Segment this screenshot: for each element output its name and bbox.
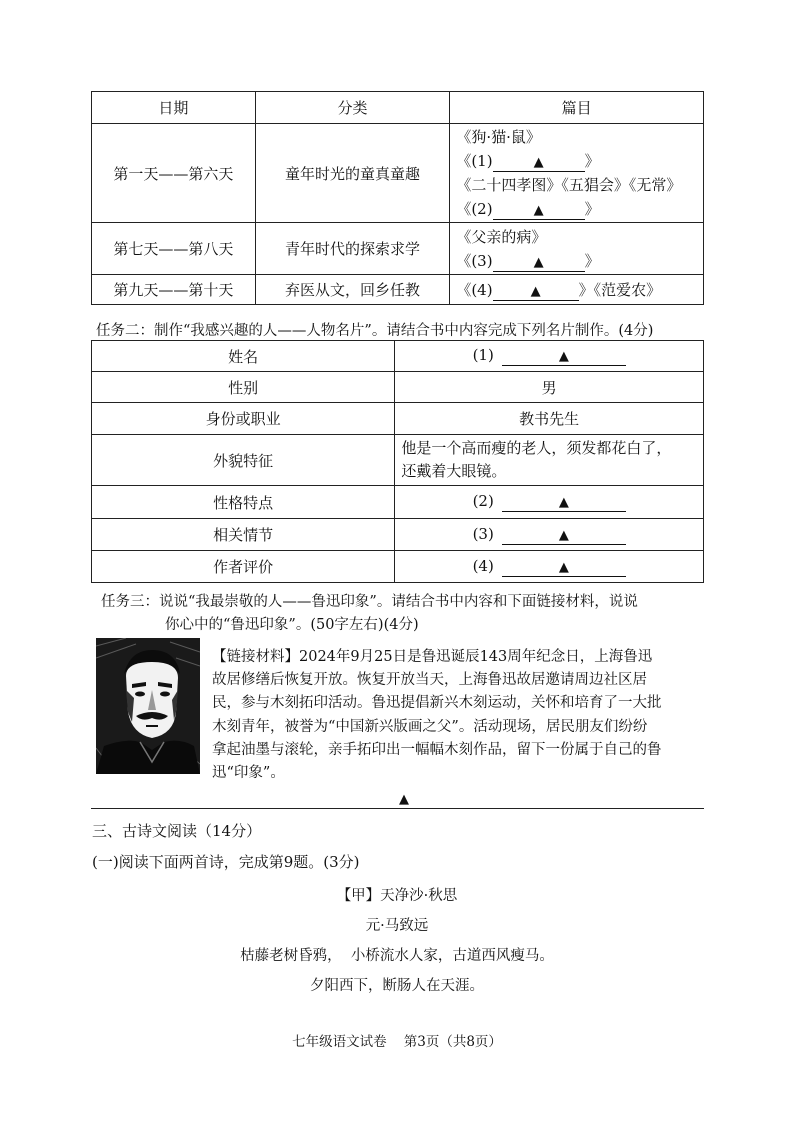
task2-heading: 任务二：制作“我感兴趣的人——人物名片”。请结合书中内容完成下列名片制作。(4分) [96,323,654,339]
blank-4[interactable] [493,282,579,301]
section3-subheading: (一)阅读下面两首诗，完成第9题。(3分) [92,853,360,871]
title-father-illness: 《父亲的病》 [456,227,547,246]
triangle-mark: ▲ [533,155,544,170]
row1-category: 童年时光的童真童趣 [255,124,450,223]
title-24-filial: 《二十四孝图》《五猖会》《无常》 [456,176,682,194]
value-name [395,341,704,372]
header-titles: 篇目 [450,92,704,124]
value-plot [395,519,704,551]
blank-3-line [456,249,703,273]
character-card-table [91,340,704,583]
value-evaluation [395,551,704,583]
poem-title: 【甲】天净沙·秋思 [336,888,458,904]
blank-3-open: 《(3) [456,251,493,270]
blank-3[interactable] [493,253,585,272]
reading-plan-table [91,91,704,305]
row1-titles [450,124,704,223]
task3-heading-line2: 你心中的“鲁迅印象”。(50字左右)(4分) [165,617,419,633]
label-plot: 相关情节 [92,519,395,551]
row1-date: 第一天——第六天 [92,124,256,223]
triangle-mark: ▲ [533,203,544,218]
poem-author: 元·马致远 [365,918,429,934]
card-blank-3[interactable] [502,526,626,545]
triangle-mark: ▲ [558,559,569,575]
blank-1-open: 《(1) [456,152,493,170]
value-occupation: 教书先生 [395,403,704,435]
row2-date: 第七天——第八天 [92,223,256,275]
page-footer: 七年级语文试卷 第3页（共8页） [292,1034,502,1050]
triangle-mark: ▲ [558,527,569,543]
task3-heading-line1: 任务三：说说“我最崇敬的人——鲁迅印象”。请结合书中内容和下面链接材料，说说 [101,594,638,610]
linked-material [212,646,662,785]
card-blank-1[interactable] [502,347,626,366]
label-occupation: 身份或职业 [92,403,395,435]
label-appearance: 外貌特征 [92,435,395,486]
header-category: 分类 [255,92,450,124]
row2-titles [450,223,704,275]
section3-heading: 三、古诗文阅读（14分） [92,822,262,840]
blank-4-open: 《(4) [456,280,493,299]
blank-3-close: 》 [584,251,600,270]
value-gender: 男 [395,372,704,403]
appearance-line1: 他是一个高而瘦的老人，须发都花白了， [401,439,672,457]
portrait-image [96,638,200,774]
blank-num: (2) [472,492,494,510]
blank-num: (1) [472,346,494,364]
material-line-6: 迅“印象”。 [212,765,285,782]
blank-2-line [456,197,703,221]
triangle-mark: ▲ [533,254,544,270]
material-line-2: 故居修缮后恢复开放。恢复开放当天，上海鲁迅故居邀请周边社区居 [212,672,647,689]
triangle-mark: ▲ [530,283,541,299]
answer-triangle-mark: ▲ [399,792,409,807]
title-fan-ainong: 》《范爱农》 [578,280,662,299]
blank-1-close: 》 [584,152,600,170]
material-line-1: 【链接材料】2024年9月25日是鲁迅诞辰143周年纪念日，上海鲁迅 [212,649,653,665]
blank-1[interactable] [493,153,585,172]
blank-num: (4) [472,556,494,575]
lu-xun-woodcut-portrait [96,638,200,774]
label-evaluation: 作者评价 [92,551,395,583]
blank-2-close: 》 [584,200,600,218]
card-blank-4[interactable] [502,558,626,577]
material-line-4: 木刻青年，被誉为“中国新兴版画之父”。活动现场，居民朋友们纷纷 [212,718,648,735]
material-line-5: 拿起油墨与滚轮，亲手拓印出一幅幅木刻作品，留下一份属于自己的鲁 [212,741,662,758]
appearance-line2: 还戴着大眼镜。 [401,462,507,480]
label-name: 姓名 [92,341,395,372]
card-blank-2[interactable] [502,493,626,512]
blank-1-line [456,149,703,173]
answer-line[interactable] [91,808,704,809]
blank-2[interactable] [493,201,585,220]
row2-category: 青年时代的探索求学 [255,223,450,275]
row3-date: 第九天——第十天 [92,275,256,305]
poem-line-1: 枯藤老树昏鸦， 小桥流水人家，古道西风瘦马。 [240,948,554,964]
value-appearance [395,435,704,486]
blank-2-open: 《(2) [456,200,493,218]
poem-line-2: 夕阳西下，断肠人在天涯。 [310,978,484,994]
row3-category: 弃医从文，回乡任教 [255,275,450,305]
header-date: 日期 [92,92,256,124]
triangle-mark: ▲ [558,349,569,364]
label-gender: 性别 [92,372,395,403]
triangle-mark: ▲ [558,495,569,510]
material-line-3: 民，参与木刻拓印活动。鲁迅提倡新兴木刻运动，关怀和培育了一大批 [212,695,662,712]
title-dog-cat-mouse: 《狗·猫·鼠》 [456,128,541,146]
row3-titles [450,275,704,305]
label-personality: 性格特点 [92,486,395,519]
value-personality [395,486,704,519]
blank-num: (3) [472,524,494,543]
